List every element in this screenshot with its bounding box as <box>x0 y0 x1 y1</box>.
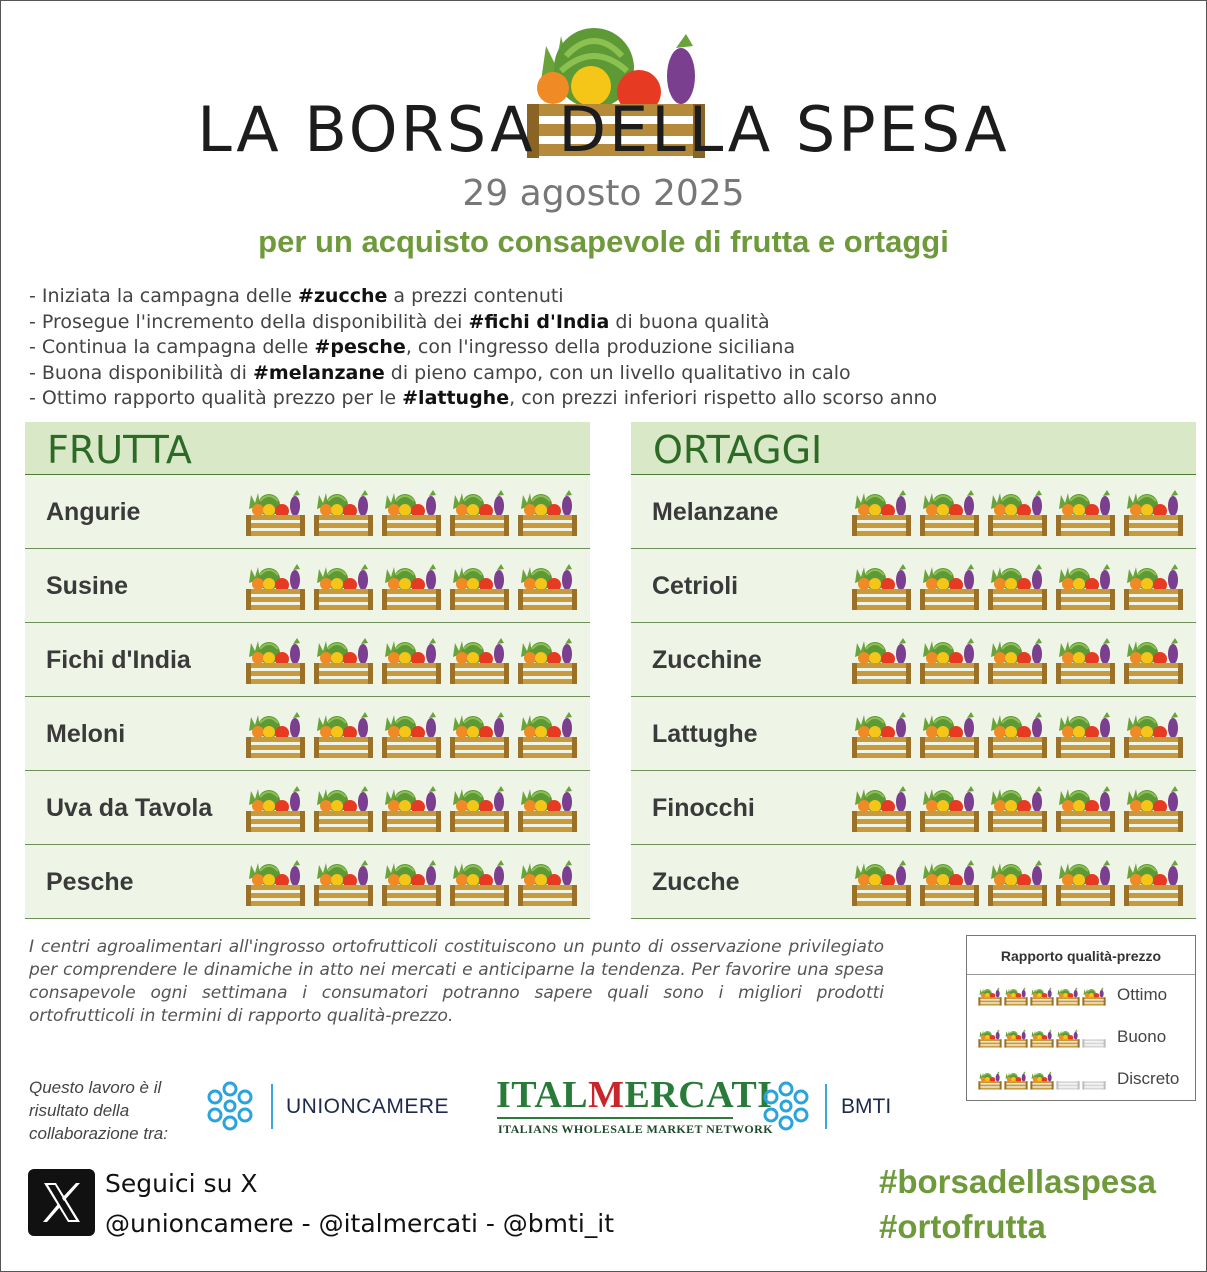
frutta-table <box>25 422 590 919</box>
crate-full-icon <box>919 563 980 611</box>
rating-crates <box>245 637 578 685</box>
table-row <box>25 623 590 697</box>
crate-full-icon <box>381 785 442 833</box>
crate-full-icon <box>313 785 374 833</box>
page-subtitle: per un acquisto consapevole di frutta e ortaggi <box>258 224 949 259</box>
table-row <box>631 475 1196 549</box>
crate-full-icon <box>1055 785 1116 833</box>
rating-crates <box>851 785 1184 833</box>
issue-date: 29 agosto 2025 <box>462 173 745 214</box>
crate-full-icon <box>1123 711 1184 759</box>
crate-full-icon <box>449 711 510 759</box>
crate-full-icon <box>1123 563 1184 611</box>
legend-crates <box>978 987 1106 1006</box>
crate-full-icon <box>1056 1029 1080 1048</box>
rating-crates <box>245 711 578 759</box>
rating-crates <box>851 563 1184 611</box>
description-text: I centri agroalimentari all'ingrosso ortofrutticoli costituiscono un punto di osservazione privilegiato per comprendere le dinamiche in atto nei mercati e anticiparne la tendenza. Per favorire una spesa consapevole ogni settimana i consumatori potranno sapere quali sono i migliori prodotti ortofrutticoli in termini di rapporto qualità-prezzo. <box>29 937 884 1026</box>
crate-full-icon <box>1004 1029 1028 1048</box>
divider <box>825 1084 827 1129</box>
legend-label: Ottimo <box>1117 985 1168 1004</box>
crate-full-icon <box>1055 711 1116 759</box>
legend-row <box>967 975 1195 1017</box>
crate-full-icon <box>517 711 578 759</box>
crate-full-icon <box>919 489 980 537</box>
crate-full-icon <box>919 637 980 685</box>
crate-full-icon <box>517 859 578 907</box>
crate-full-icon <box>1030 1071 1054 1090</box>
crate-full-icon <box>978 1029 1002 1048</box>
legend-label: Buono <box>1117 1027 1167 1046</box>
crate-full-icon <box>1055 489 1116 537</box>
crate-full-icon <box>245 711 306 759</box>
rating-crates <box>851 859 1184 907</box>
crate-full-icon <box>851 785 912 833</box>
table-row <box>25 475 590 549</box>
crate-full-icon <box>381 859 442 907</box>
unioncamere-name: UNIONCAMERE <box>286 1095 450 1118</box>
crate-full-icon <box>1056 987 1080 1006</box>
social-handles[interactable]: @unioncamere - @italmercati - @bmti_it <box>105 1209 615 1238</box>
crate-empty-icon <box>1082 1029 1106 1048</box>
crate-full-icon <box>919 785 980 833</box>
table-row <box>631 623 1196 697</box>
crate-full-icon <box>245 859 306 907</box>
bmti-name: BMTI <box>841 1095 892 1118</box>
crate-full-icon <box>978 1071 1002 1090</box>
crate-full-icon <box>245 489 306 537</box>
rating-crates <box>245 563 578 611</box>
crate-full-icon <box>851 489 912 537</box>
crate-full-icon <box>313 563 374 611</box>
divider <box>271 1084 273 1129</box>
legend-label: Discreto <box>1117 1069 1180 1088</box>
product-name: Cetrioli <box>652 572 739 600</box>
crate-full-icon <box>987 711 1048 759</box>
table-row <box>25 697 590 771</box>
product-name: Susine <box>46 572 128 600</box>
product-name: Pesche <box>46 868 134 896</box>
news-item: - Continua la campagna delle #pesche, con l'ingresso della produzione siciliana <box>29 336 796 358</box>
crate-full-icon <box>449 563 510 611</box>
hashtag-ortofrutta[interactable]: #ortofrutta <box>879 1208 1046 1245</box>
crate-full-icon <box>987 563 1048 611</box>
product-name: Meloni <box>46 720 126 748</box>
table-row <box>631 845 1196 919</box>
divider <box>497 1117 733 1119</box>
legend-crates <box>978 1071 1106 1090</box>
crate-full-icon <box>449 489 510 537</box>
hashtag-borsadellaspesa[interactable]: #borsadellaspesa <box>879 1163 1156 1200</box>
crate-full-icon <box>1055 637 1116 685</box>
table-row <box>631 771 1196 845</box>
crate-empty-icon <box>1082 1071 1106 1090</box>
crate-full-icon <box>851 637 912 685</box>
crate-full-icon <box>313 711 374 759</box>
ortaggi-table <box>631 422 1196 919</box>
ortaggi-heading: ORTAGGI <box>631 422 1196 475</box>
crate-full-icon <box>851 563 912 611</box>
crate-full-icon <box>245 637 306 685</box>
crate-full-icon <box>978 987 1002 1006</box>
crate-full-icon <box>1055 859 1116 907</box>
rating-crates <box>245 489 578 537</box>
bmti-logo-icon <box>759 1079 813 1133</box>
italmercati-logo: ITALMERCATI <box>496 1074 773 1116</box>
italmercati-tagline: ITALIANS WHOLESALE MARKET NETWORK <box>498 1122 773 1136</box>
crate-full-icon <box>313 859 374 907</box>
crate-full-icon <box>1030 1029 1054 1048</box>
crate-full-icon <box>987 785 1048 833</box>
crate-full-icon <box>1123 859 1184 907</box>
crate-full-icon <box>381 563 442 611</box>
rating-crates <box>245 785 578 833</box>
crate-full-icon <box>987 637 1048 685</box>
rating-legend <box>966 935 1196 1101</box>
crate-full-icon <box>1030 987 1054 1006</box>
follow-text: Seguici su X <box>105 1169 258 1198</box>
crate-full-icon <box>381 489 442 537</box>
product-name: Zucche <box>652 868 740 896</box>
table-row <box>631 549 1196 623</box>
product-name: Zucchine <box>652 646 762 674</box>
crate-full-icon <box>381 637 442 685</box>
crate-full-icon <box>919 711 980 759</box>
product-name: Melanzane <box>652 498 779 526</box>
product-name: Uva da Tavola <box>46 794 213 822</box>
table-row <box>631 697 1196 771</box>
crate-full-icon <box>919 859 980 907</box>
crate-full-icon <box>987 489 1048 537</box>
news-item: - Ottimo rapporto qualità prezzo per le #lattughe, con prezzi inferiori rispetto allo scorso anno <box>29 387 938 409</box>
frutta-heading: FRUTTA <box>25 422 590 475</box>
table-row <box>25 771 590 845</box>
crate-full-icon <box>449 859 510 907</box>
rating-crates <box>851 489 1184 537</box>
crate-full-icon <box>1004 987 1028 1006</box>
product-name: Lattughe <box>652 720 758 748</box>
crate-full-icon <box>313 637 374 685</box>
product-name: Fichi d'India <box>46 646 191 674</box>
crate-full-icon <box>449 785 510 833</box>
crate-full-icon <box>245 563 306 611</box>
unioncamere-logo-icon <box>203 1079 257 1133</box>
table-row <box>25 845 590 919</box>
crate-full-icon <box>381 711 442 759</box>
news-item: - Iniziata la campagna delle #zucche a prezzi contenuti <box>29 285 564 307</box>
rating-crates <box>851 637 1184 685</box>
rating-crates <box>851 711 1184 759</box>
crate-full-icon <box>851 711 912 759</box>
crate-full-icon <box>1123 637 1184 685</box>
legend-row <box>967 1059 1195 1101</box>
crate-full-icon <box>987 859 1048 907</box>
crate-full-icon <box>1055 563 1116 611</box>
x-logo-icon[interactable] <box>28 1169 95 1236</box>
crate-full-icon <box>517 489 578 537</box>
news-item: - Prosegue l'incremento della disponibilità dei #fichi d'India di buona qualità <box>29 310 770 333</box>
legend-title: Rapporto qualità-prezzo <box>967 936 1195 975</box>
crate-full-icon <box>245 785 306 833</box>
crate-empty-icon <box>1056 1071 1080 1090</box>
crate-full-icon <box>1123 785 1184 833</box>
news-item: - Buona disponibilità di #melanzane di pieno campo, con un livello qualitativo in calo <box>29 361 851 384</box>
product-name: Finocchi <box>652 794 755 822</box>
page-title: LA BORSA DELLA SPESA <box>197 93 1010 166</box>
product-name: Angurie <box>46 498 141 526</box>
crate-full-icon <box>851 859 912 907</box>
rating-crates <box>245 859 578 907</box>
crate-full-icon <box>1082 987 1106 1006</box>
crate-full-icon <box>1004 1071 1028 1090</box>
crate-full-icon <box>313 489 374 537</box>
collaboration-text: Questo lavoro è il risultato della collaborazione tra: <box>29 1078 168 1143</box>
crate-full-icon <box>517 563 578 611</box>
news-list <box>29 284 1179 412</box>
legend-row <box>967 1017 1195 1059</box>
table-row <box>25 549 590 623</box>
crate-full-icon <box>449 637 510 685</box>
legend-crates <box>978 1029 1106 1048</box>
crate-full-icon <box>517 785 578 833</box>
crate-full-icon <box>517 637 578 685</box>
crate-full-icon <box>1123 489 1184 537</box>
